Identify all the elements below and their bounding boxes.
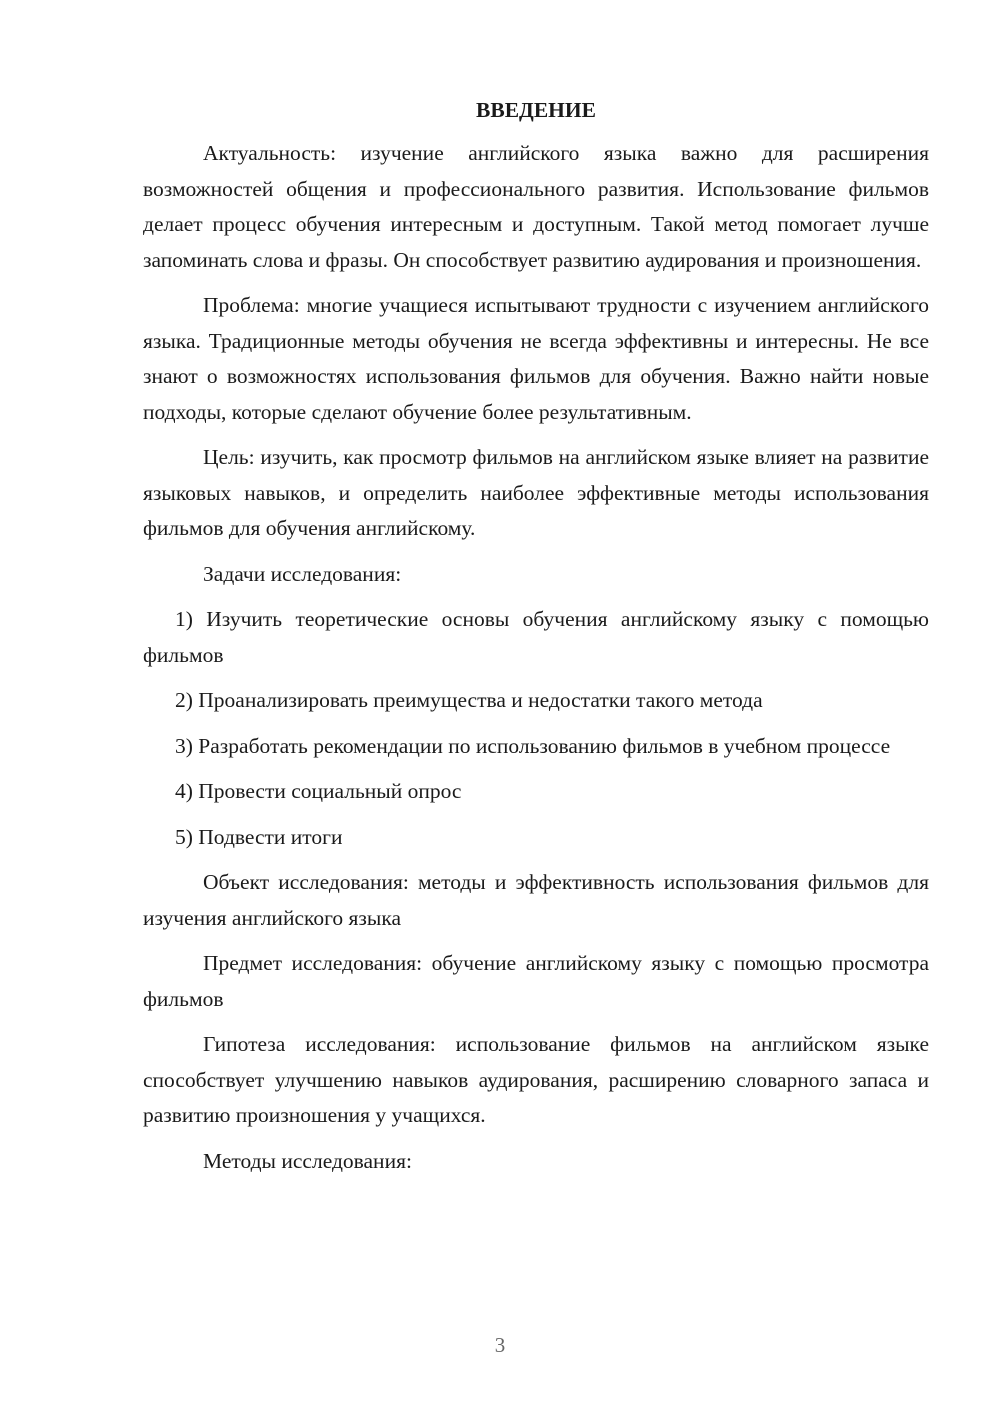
hypothesis-paragraph: Гипотеза исследования: использование фильмов на английском языке способствует улучшению навыков аудирования, расширению словарного запаса и развитию произношения у учащихся.	[143, 1032, 929, 1127]
document-page	[143, 92, 929, 1179]
page-title: ВВЕДЕНИЕ	[476, 98, 596, 122]
task-item-1: 1) Изучить теоретические основы обучения английскому языку с помощью фильмов	[143, 607, 929, 667]
task-item-3: 3) Разработать рекомендации по использованию фильмов в учебном процессе	[175, 733, 891, 758]
problem-paragraph: Проблема: многие учащиеся испытывают трудности с изучением английского языка. Традиционные методы обучения не всегда эффективны и интересны. Не все знают о возможностях использования фильмов для обучения. Важно найти новые подходы, которые сделают обучение более результативным.	[143, 293, 929, 424]
goal-paragraph: Цель: изучить, как просмотр фильмов на английском языке влияет на развитие языковых навыков, и определить наиболее эффективные методы использования фильмов для обучения английскому.	[143, 445, 929, 540]
subject-paragraph: Предмет исследования: обучение английскому языку с помощью просмотра фильмов	[143, 951, 929, 1011]
task-item-5: 5) Подвести итоги	[175, 824, 343, 849]
relevance-paragraph: Актуальность: изучение английского языка важно для расширения возможностей общения и профессионального развития. Использование фильмов делает процесс обучения интересным и доступным. Такой метод помогает лучше запоминать слова и фразы. Он способствует развитию аудирования и произношения.	[143, 141, 929, 272]
task-item-2: 2) Проанализировать преимущества и недостатки такого метода	[175, 688, 763, 712]
task-item-4: 4) Провести социальный опрос	[175, 779, 462, 803]
object-paragraph: Объект исследования: методы и эффективность использования фильмов для изучения английского языка	[143, 870, 929, 930]
methods-heading: Методы исследования:	[203, 1148, 412, 1173]
page-number: 3	[494, 1333, 506, 1357]
tasks-heading: Задачи исследования:	[203, 561, 402, 586]
